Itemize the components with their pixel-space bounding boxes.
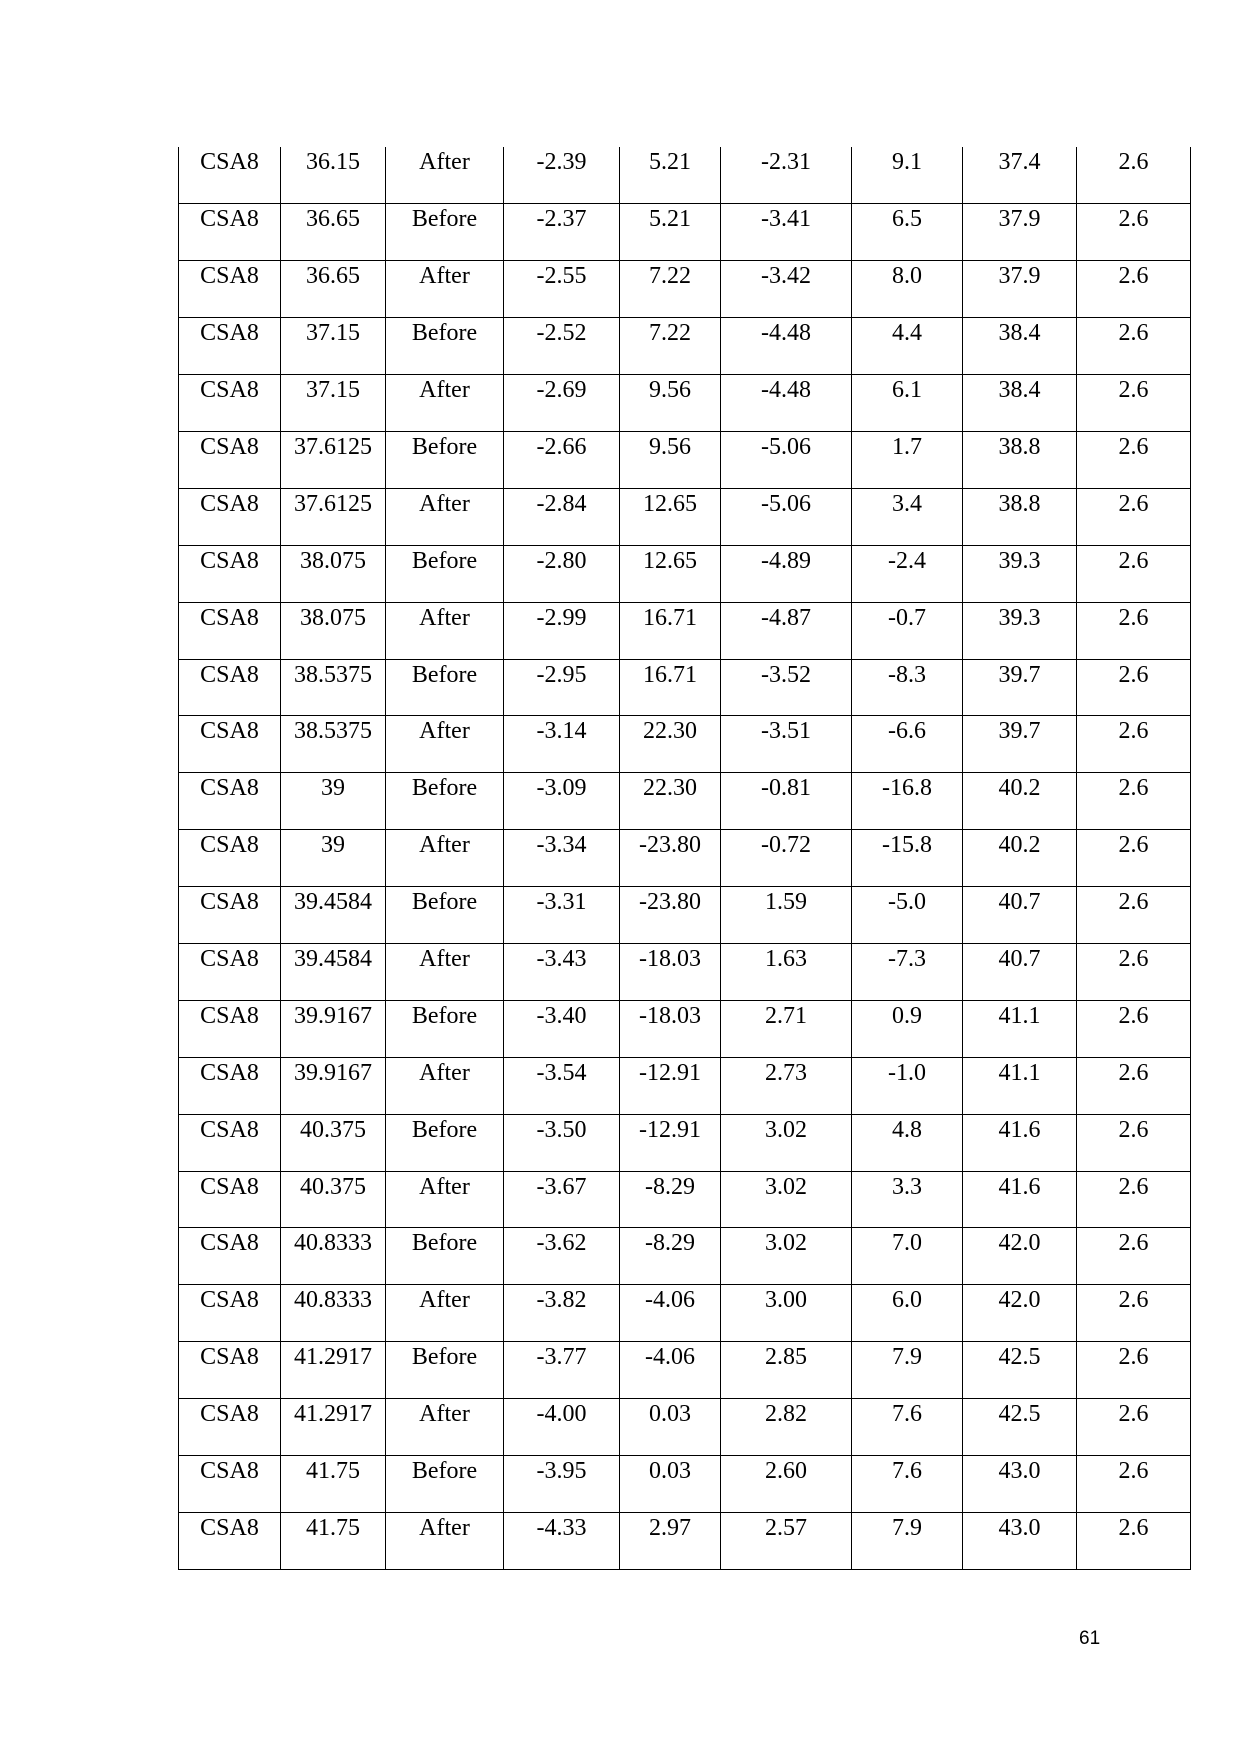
- table-cell: 4.8: [852, 1114, 963, 1171]
- table-cell: 3.02: [721, 1171, 852, 1228]
- table-cell: Before: [386, 1114, 504, 1171]
- table-cell: 38.8: [963, 488, 1077, 545]
- table-cell: -18.03: [620, 943, 721, 1000]
- table-cell: 2.6: [1077, 602, 1191, 659]
- table-cell: 2.6: [1077, 943, 1191, 1000]
- table-cell: 2.6: [1077, 1342, 1191, 1399]
- table-cell: After: [386, 1399, 504, 1456]
- table-cell: -4.00: [504, 1399, 620, 1456]
- table-cell: CSA8: [179, 1285, 281, 1342]
- table-cell: 37.6125: [281, 431, 386, 488]
- table-cell: 39.7: [963, 659, 1077, 716]
- table-cell: -0.7: [852, 602, 963, 659]
- table-cell: -15.8: [852, 830, 963, 887]
- table-cell: -12.91: [620, 1114, 721, 1171]
- table-cell: Before: [386, 1342, 504, 1399]
- table-cell: -5.0: [852, 887, 963, 944]
- table-cell: -3.31: [504, 887, 620, 944]
- table-cell: 2.6: [1077, 318, 1191, 375]
- table-cell: 0.03: [620, 1399, 721, 1456]
- table-cell: -18.03: [620, 1000, 721, 1057]
- table-cell: 37.6125: [281, 488, 386, 545]
- table-cell: 8.0: [852, 261, 963, 318]
- table-cell: 2.85: [721, 1342, 852, 1399]
- table-cell: CSA8: [179, 1399, 281, 1456]
- table-cell: After: [386, 1512, 504, 1569]
- table-cell: Before: [386, 1228, 504, 1285]
- table-row: [179, 830, 1191, 887]
- table-cell: -4.06: [620, 1285, 721, 1342]
- table-cell: -6.6: [852, 716, 963, 773]
- table-cell: -8.3: [852, 659, 963, 716]
- table-cell: 36.15: [281, 147, 386, 204]
- table-cell: -23.80: [620, 887, 721, 944]
- table-row: [179, 204, 1191, 261]
- data-table: [178, 147, 1191, 1570]
- table-cell: 42.0: [963, 1285, 1077, 1342]
- table-cell: 2.71: [721, 1000, 852, 1057]
- table-cell: After: [386, 488, 504, 545]
- table-cell: 7.6: [852, 1399, 963, 1456]
- table-row: [179, 773, 1191, 830]
- table-cell: -5.06: [721, 488, 852, 545]
- table-cell: 39.4584: [281, 887, 386, 944]
- table-cell: -3.51: [721, 716, 852, 773]
- table-cell: 1.7: [852, 431, 963, 488]
- table-cell: 36.65: [281, 204, 386, 261]
- table-cell: 38.075: [281, 545, 386, 602]
- table-cell: CSA8: [179, 602, 281, 659]
- table-cell: 38.5375: [281, 659, 386, 716]
- table-cell: 7.0: [852, 1228, 963, 1285]
- table-cell: 37.15: [281, 318, 386, 375]
- table-cell: -2.39: [504, 147, 620, 204]
- table-cell: -3.50: [504, 1114, 620, 1171]
- table-cell: 6.0: [852, 1285, 963, 1342]
- table-cell: 39.3: [963, 545, 1077, 602]
- table-cell: 2.6: [1077, 375, 1191, 432]
- table-cell: -2.55: [504, 261, 620, 318]
- table-cell: -3.52: [721, 659, 852, 716]
- table-cell: -4.33: [504, 1512, 620, 1569]
- table-row: [179, 1228, 1191, 1285]
- table-cell: 41.75: [281, 1455, 386, 1512]
- table-cell: 39: [281, 773, 386, 830]
- table-body: [179, 147, 1191, 1569]
- table-cell: After: [386, 716, 504, 773]
- table-cell: 2.6: [1077, 147, 1191, 204]
- table-cell: 2.73: [721, 1057, 852, 1114]
- table-row: [179, 147, 1191, 204]
- table-cell: 12.65: [620, 545, 721, 602]
- table-cell: CSA8: [179, 887, 281, 944]
- table-cell: 42.0: [963, 1228, 1077, 1285]
- table-cell: After: [386, 375, 504, 432]
- table-cell: 41.1: [963, 1000, 1077, 1057]
- table-cell: 6.5: [852, 204, 963, 261]
- table-cell: CSA8: [179, 659, 281, 716]
- table-cell: -3.82: [504, 1285, 620, 1342]
- table-cell: 5.21: [620, 204, 721, 261]
- table-cell: -4.06: [620, 1342, 721, 1399]
- table-cell: 22.30: [620, 773, 721, 830]
- table-cell: 3.3: [852, 1171, 963, 1228]
- table-cell: 2.6: [1077, 716, 1191, 773]
- table-cell: 2.6: [1077, 1057, 1191, 1114]
- table-cell: -5.06: [721, 431, 852, 488]
- table-cell: 2.6: [1077, 545, 1191, 602]
- table-cell: 2.6: [1077, 204, 1191, 261]
- table-cell: After: [386, 1171, 504, 1228]
- table-cell: 2.6: [1077, 1399, 1191, 1456]
- table-cell: 1.63: [721, 943, 852, 1000]
- table-row: [179, 887, 1191, 944]
- table-cell: 7.9: [852, 1512, 963, 1569]
- table-cell: 41.2917: [281, 1342, 386, 1399]
- table-cell: -16.8: [852, 773, 963, 830]
- table-row: [179, 1455, 1191, 1512]
- table-cell: After: [386, 1057, 504, 1114]
- table-cell: 16.71: [620, 602, 721, 659]
- table-cell: 40.8333: [281, 1228, 386, 1285]
- table-cell: 40.2: [963, 830, 1077, 887]
- table-cell: 40.7: [963, 943, 1077, 1000]
- table-cell: CSA8: [179, 773, 281, 830]
- table-cell: -8.29: [620, 1228, 721, 1285]
- table-row: [179, 261, 1191, 318]
- table-cell: CSA8: [179, 147, 281, 204]
- table-cell: 3.00: [721, 1285, 852, 1342]
- table-cell: -3.67: [504, 1171, 620, 1228]
- table-cell: 0.9: [852, 1000, 963, 1057]
- table-cell: -12.91: [620, 1057, 721, 1114]
- table-cell: Before: [386, 773, 504, 830]
- table-cell: -2.95: [504, 659, 620, 716]
- table-cell: 37.9: [963, 261, 1077, 318]
- table-cell: -2.4: [852, 545, 963, 602]
- table-cell: CSA8: [179, 431, 281, 488]
- table-cell: 36.65: [281, 261, 386, 318]
- table-cell: 1.59: [721, 887, 852, 944]
- table-cell: 2.6: [1077, 659, 1191, 716]
- table-cell: -0.72: [721, 830, 852, 887]
- table-cell: 7.9: [852, 1342, 963, 1399]
- table-cell: -2.52: [504, 318, 620, 375]
- table-cell: -3.54: [504, 1057, 620, 1114]
- table-cell: 2.6: [1077, 1114, 1191, 1171]
- table-cell: After: [386, 943, 504, 1000]
- table-cell: -1.0: [852, 1057, 963, 1114]
- table-cell: After: [386, 830, 504, 887]
- table-cell: 2.6: [1077, 1171, 1191, 1228]
- table-row: [179, 1399, 1191, 1456]
- table-cell: -2.37: [504, 204, 620, 261]
- table-row: [179, 602, 1191, 659]
- table-cell: 2.97: [620, 1512, 721, 1569]
- table-cell: 2.6: [1077, 261, 1191, 318]
- table-cell: -3.34: [504, 830, 620, 887]
- table-cell: 2.57: [721, 1512, 852, 1569]
- table-cell: 37.15: [281, 375, 386, 432]
- table-cell: -2.99: [504, 602, 620, 659]
- table-row: [179, 716, 1191, 773]
- table-cell: 39.7: [963, 716, 1077, 773]
- table-cell: After: [386, 261, 504, 318]
- table-cell: -2.69: [504, 375, 620, 432]
- table-cell: 6.1: [852, 375, 963, 432]
- table-row: [179, 488, 1191, 545]
- table-cell: CSA8: [179, 545, 281, 602]
- table-cell: 9.56: [620, 431, 721, 488]
- table-cell: CSA8: [179, 488, 281, 545]
- table-cell: 2.6: [1077, 1228, 1191, 1285]
- table-cell: 41.1: [963, 1057, 1077, 1114]
- table-cell: 0.03: [620, 1455, 721, 1512]
- table-cell: 38.075: [281, 602, 386, 659]
- table-cell: 9.56: [620, 375, 721, 432]
- table-cell: CSA8: [179, 261, 281, 318]
- table-cell: 39.9167: [281, 1000, 386, 1057]
- table-cell: -4.48: [721, 375, 852, 432]
- table-cell: 16.71: [620, 659, 721, 716]
- table-cell: CSA8: [179, 1455, 281, 1512]
- table-cell: Before: [386, 318, 504, 375]
- table-cell: Before: [386, 204, 504, 261]
- table-cell: CSA8: [179, 830, 281, 887]
- table-row: [179, 659, 1191, 716]
- table-cell: 2.6: [1077, 1285, 1191, 1342]
- table-cell: CSA8: [179, 1114, 281, 1171]
- table-row: [179, 1512, 1191, 1569]
- table-cell: 43.0: [963, 1512, 1077, 1569]
- table-cell: 41.6: [963, 1171, 1077, 1228]
- table-cell: -3.41: [721, 204, 852, 261]
- table-cell: 3.4: [852, 488, 963, 545]
- page-number: 61: [1079, 1628, 1101, 1649]
- table-cell: CSA8: [179, 943, 281, 1000]
- table-cell: -3.43: [504, 943, 620, 1000]
- table-cell: 40.7: [963, 887, 1077, 944]
- table-cell: 3.02: [721, 1228, 852, 1285]
- table-cell: -2.84: [504, 488, 620, 545]
- table-cell: CSA8: [179, 1512, 281, 1569]
- table-row: [179, 431, 1191, 488]
- table-cell: 39.3: [963, 602, 1077, 659]
- table-cell: CSA8: [179, 1171, 281, 1228]
- table-cell: 2.6: [1077, 1512, 1191, 1569]
- table-cell: -2.66: [504, 431, 620, 488]
- table-cell: 43.0: [963, 1455, 1077, 1512]
- table-cell: 41.75: [281, 1512, 386, 1569]
- table-cell: 38.4: [963, 375, 1077, 432]
- table-cell: 40.375: [281, 1114, 386, 1171]
- table-cell: -4.89: [721, 545, 852, 602]
- table-cell: Before: [386, 887, 504, 944]
- table-cell: CSA8: [179, 375, 281, 432]
- table-cell: 2.6: [1077, 830, 1191, 887]
- table-cell: 2.6: [1077, 431, 1191, 488]
- table-cell: 7.6: [852, 1455, 963, 1512]
- table-cell: 39.9167: [281, 1057, 386, 1114]
- table-cell: -3.77: [504, 1342, 620, 1399]
- table-cell: 38.4: [963, 318, 1077, 375]
- table-cell: -2.80: [504, 545, 620, 602]
- table-cell: 37.4: [963, 147, 1077, 204]
- table-cell: CSA8: [179, 716, 281, 773]
- table-cell: -3.09: [504, 773, 620, 830]
- table-cell: 2.6: [1077, 887, 1191, 944]
- table-cell: 3.02: [721, 1114, 852, 1171]
- table-cell: Before: [386, 1455, 504, 1512]
- table-cell: 12.65: [620, 488, 721, 545]
- table-row: [179, 1342, 1191, 1399]
- table-cell: Before: [386, 545, 504, 602]
- table-row: [179, 1057, 1191, 1114]
- table-cell: 41.6: [963, 1114, 1077, 1171]
- table-cell: -0.81: [721, 773, 852, 830]
- table-row: [179, 1171, 1191, 1228]
- table-row: [179, 375, 1191, 432]
- table-cell: CSA8: [179, 1000, 281, 1057]
- table-cell: 42.5: [963, 1342, 1077, 1399]
- table-cell: 5.21: [620, 147, 721, 204]
- table-cell: -2.31: [721, 147, 852, 204]
- table-cell: 9.1: [852, 147, 963, 204]
- table-cell: 38.8: [963, 431, 1077, 488]
- table-cell: CSA8: [179, 1342, 281, 1399]
- table-cell: 40.8333: [281, 1285, 386, 1342]
- table-cell: 41.2917: [281, 1399, 386, 1456]
- table-cell: -4.48: [721, 318, 852, 375]
- table-cell: -7.3: [852, 943, 963, 1000]
- table-cell: -4.87: [721, 602, 852, 659]
- table-cell: After: [386, 1285, 504, 1342]
- table-cell: Before: [386, 431, 504, 488]
- table-cell: 37.9: [963, 204, 1077, 261]
- table-cell: After: [386, 602, 504, 659]
- table-cell: 38.5375: [281, 716, 386, 773]
- table-cell: 7.22: [620, 318, 721, 375]
- table-cell: -3.95: [504, 1455, 620, 1512]
- table-cell: -3.40: [504, 1000, 620, 1057]
- table-row: [179, 1285, 1191, 1342]
- table-cell: 40.375: [281, 1171, 386, 1228]
- table-cell: CSA8: [179, 1057, 281, 1114]
- table-cell: Before: [386, 659, 504, 716]
- table-cell: 4.4: [852, 318, 963, 375]
- table-cell: CSA8: [179, 318, 281, 375]
- table-cell: 42.5: [963, 1399, 1077, 1456]
- table-cell: -3.42: [721, 261, 852, 318]
- table-cell: Before: [386, 1000, 504, 1057]
- table-cell: 2.60: [721, 1455, 852, 1512]
- table-cell: 40.2: [963, 773, 1077, 830]
- table-cell: 2.6: [1077, 488, 1191, 545]
- table-cell: 2.6: [1077, 1455, 1191, 1512]
- table-row: [179, 1114, 1191, 1171]
- table-cell: -3.14: [504, 716, 620, 773]
- table-cell: -8.29: [620, 1171, 721, 1228]
- table-cell: CSA8: [179, 204, 281, 261]
- table-cell: 39.4584: [281, 943, 386, 1000]
- table-row: [179, 545, 1191, 602]
- table-cell: -3.62: [504, 1228, 620, 1285]
- table-cell: 2.6: [1077, 1000, 1191, 1057]
- table-cell: -23.80: [620, 830, 721, 887]
- table-row: [179, 1000, 1191, 1057]
- table-row: [179, 318, 1191, 375]
- table-cell: 22.30: [620, 716, 721, 773]
- table-cell: 39: [281, 830, 386, 887]
- table-cell: 7.22: [620, 261, 721, 318]
- table-cell: After: [386, 147, 504, 204]
- table-cell: 2.6: [1077, 773, 1191, 830]
- table-row: [179, 943, 1191, 1000]
- table-cell: 2.82: [721, 1399, 852, 1456]
- table-cell: CSA8: [179, 1228, 281, 1285]
